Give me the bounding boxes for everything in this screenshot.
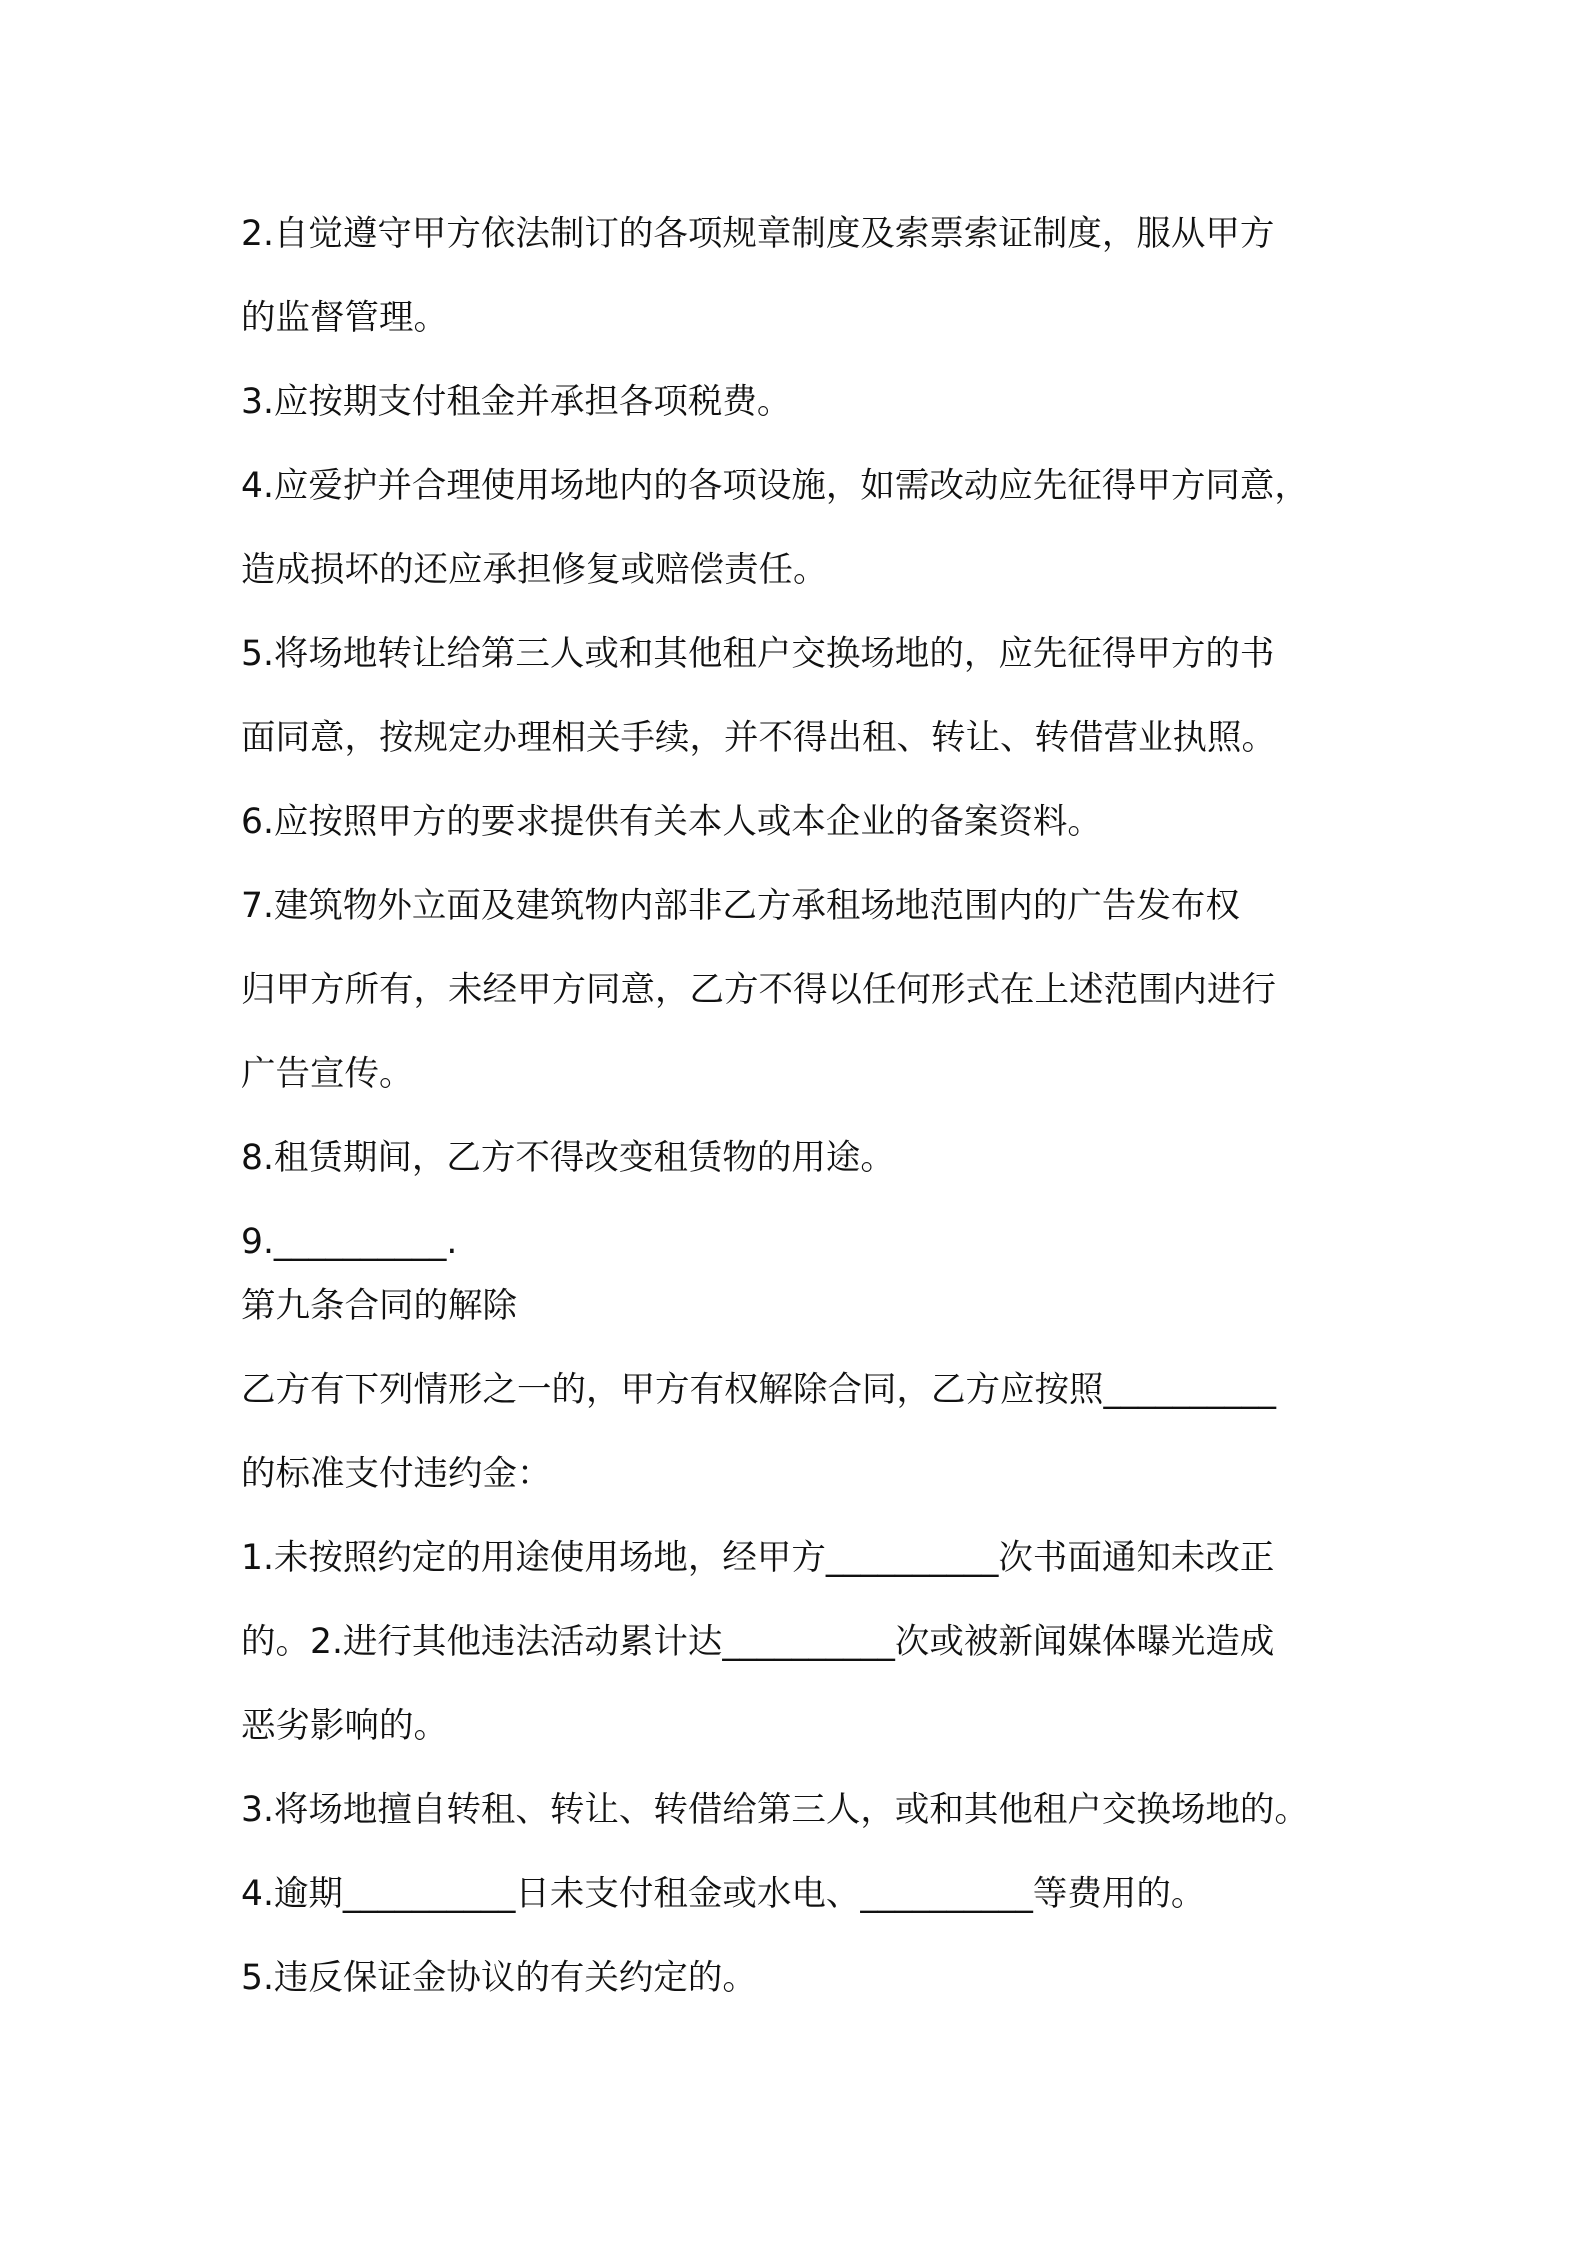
text-line: 2.自觉遵守甲方依法制订的各项规章制度及索票索证制度，服从甲方 — [241, 214, 1275, 254]
text-line: 的。2.进行其他违法活动累计达__________次或被新闻媒体曝光造成 — [241, 1622, 1275, 1662]
text-line: 5.将场地转让给第三人或和其他租户交换场地的，应先征得甲方的书 — [241, 634, 1275, 674]
text-line: 4.逾期__________日未支付租金或水电、__________等费用的。 — [241, 1874, 1206, 1914]
text-line: 8.租赁期间，乙方不得改变租赁物的用途。 — [241, 1138, 895, 1178]
text-line: 广告宣传。 — [241, 1054, 414, 1094]
text-line: 1.未按照约定的用途使用场地，经甲方__________次书面通知未改正 — [241, 1538, 1275, 1578]
text-line: 3.将场地擅自转租、转让、转借给第三人，或和其他租户交换场地的。 — [241, 1790, 1309, 1830]
text-line: 6.应按照甲方的要求提供有关本人或本企业的备案资料。 — [241, 802, 1102, 842]
text-line: 3.应按期支付租金并承担各项税费。 — [241, 382, 792, 422]
text-line: 的标准支付违约金： — [241, 1454, 552, 1494]
text-line: 恶劣影响的。 — [241, 1706, 448, 1746]
section-heading: 第九条合同的解除 — [241, 1286, 517, 1326]
text-line: 4.应爱护并合理使用场地内的各项设施，如需改动应先征得甲方同意， — [241, 466, 1309, 506]
document-body — [241, 192, 1361, 2020]
text-line: 乙方有下列情形之一的，甲方有权解除合同，乙方应按照__________ — [241, 1370, 1276, 1410]
text-line: 5.违反保证金协议的有关约定的。 — [241, 1958, 757, 1998]
text-line: 9.__________. — [241, 1222, 458, 1262]
text-line: 面同意，按规定办理相关手续，并不得出租、转让、转借营业执照。 — [241, 718, 1276, 758]
text-line: 7.建筑物外立面及建筑物内部非乙方承租场地范围内的广告发布权 — [241, 886, 1240, 926]
text-line: 归甲方所有，未经甲方同意，乙方不得以任何形式在上述范围内进行 — [241, 970, 1276, 1010]
text-line: 造成损坏的还应承担修复或赔偿责任。 — [241, 550, 828, 590]
text-line: 的监督管理。 — [241, 298, 448, 338]
